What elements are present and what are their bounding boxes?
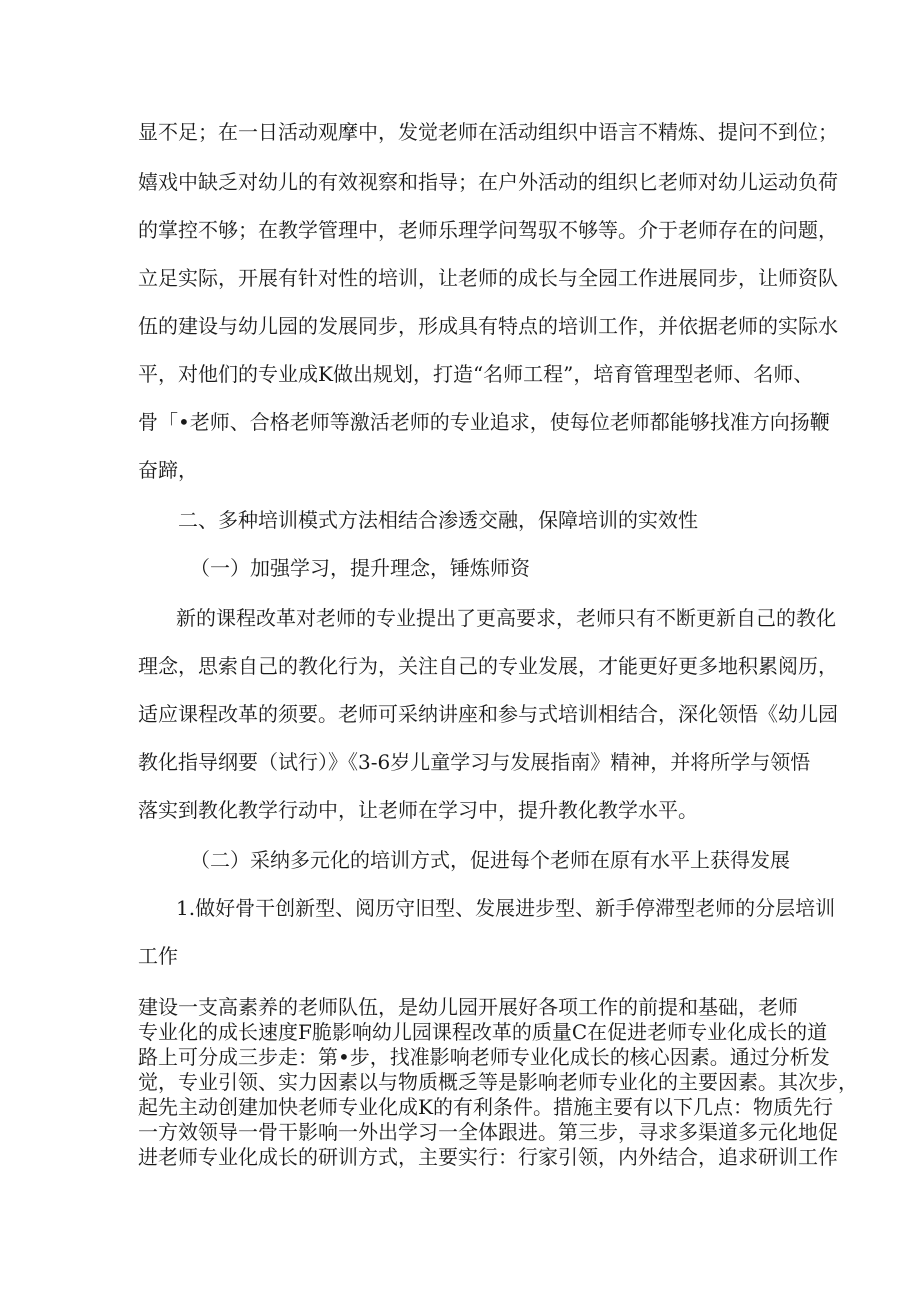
paragraph-line: 显不足；在一日活动观摩中，发觉老师在活动组织中语言不精炼、提问不到位； (138, 120, 838, 144)
paragraph-line: 起先主动创建加快老师专业化成K的有利条件。措施主要有以下几点：物质先行 (138, 1095, 833, 1119)
paragraph-line: 的掌控不够；在教学管理中，老师乐理学问驾驭不够等。介于老师存在的问题， (138, 218, 838, 242)
paragraph-line: 骨「•老师、合格老师等激活老师的专业追求，使每位老师都能够找准方向扬鞭 (138, 410, 830, 434)
paragraph-line: 理念，思索自己的教化行为，关注自己的专业发展，才能更好更多地积累阅历， (138, 654, 838, 678)
paragraph-line: 立足实际，开展有针对性的培训，让老师的成长与全园工作进展同步，让师资队 (138, 266, 838, 290)
paragraph-line: 嬉戏中缺乏对幼儿的有效视察和指导；在户外活动的组织匕老师对幼儿运动负荷 (138, 170, 838, 194)
subsection-heading: （一）加强学习，提升理念，锤炼师资 (190, 556, 530, 580)
paragraph-line: 进老师专业化成长的研训方式，主要实行：行家引领，内外结合，追求研训工作 (138, 1145, 838, 1169)
paragraph-line: 专业化的成长速度F脆影响幼儿园课程改革的质量C在促进老师专业化成长的道 (138, 1020, 828, 1044)
paragraph-line: 适应课程改革的须要。老师可采纳讲座和参与式培训相结合，深化领悟《幼儿园 (138, 702, 838, 726)
paragraph-line: 路上可分成三步走：第•步，找准影响老师专业化成长的核心因素。通过分析发 (138, 1045, 830, 1069)
list-item-line: 工作 (138, 944, 178, 968)
list-item-line: 1.做好骨干创新型、阅历守旧型、发展进步型、新手停滞型老师的分层培训 (176, 896, 836, 920)
paragraph-line: 一方效领导一骨干影响一外出学习一全体跟进。第三步，寻求多渠道多元化地促 (138, 1120, 838, 1144)
paragraph-line: 平，对他们的专业成K做出规划，打造“名师工程”，培育管理型老师、名师、 (138, 362, 814, 386)
section-heading: 二、多种培训模式方法相结合渗透交融，保障培训的实效性 (178, 508, 698, 532)
subsection-heading: （二）采纳多元化的培训方式，促进每个老师在原有水平上获得发展 (190, 848, 790, 872)
paragraph-line: 建设一支高素养的老师队伍，是幼儿园开展好各项工作的前提和基础，老师 (138, 995, 798, 1019)
paragraph-line: 教化指导纲要（试行）》《3-6岁儿童学习与发展指南》精神，并将所学与领悟 (138, 750, 811, 774)
paragraph-line: 落实到教化教学行动中，让老师在学习中，提升教化教学水平。 (138, 798, 698, 822)
paragraph-line: 伍的建设与幼儿园的发展同步，形成具有特点的培训工作，并依据老师的实际水 (138, 314, 838, 338)
paragraph-line: 奋蹄， (138, 458, 198, 482)
paragraph-line: 新的课程改革对老师的专业提出了更高要求，老师只有不断更新自己的教化 (176, 606, 836, 630)
paragraph-line: 觉，专业引领、实力因素以与物质概乏等是影响老师专业化的主要因素。其次步， (138, 1070, 858, 1094)
